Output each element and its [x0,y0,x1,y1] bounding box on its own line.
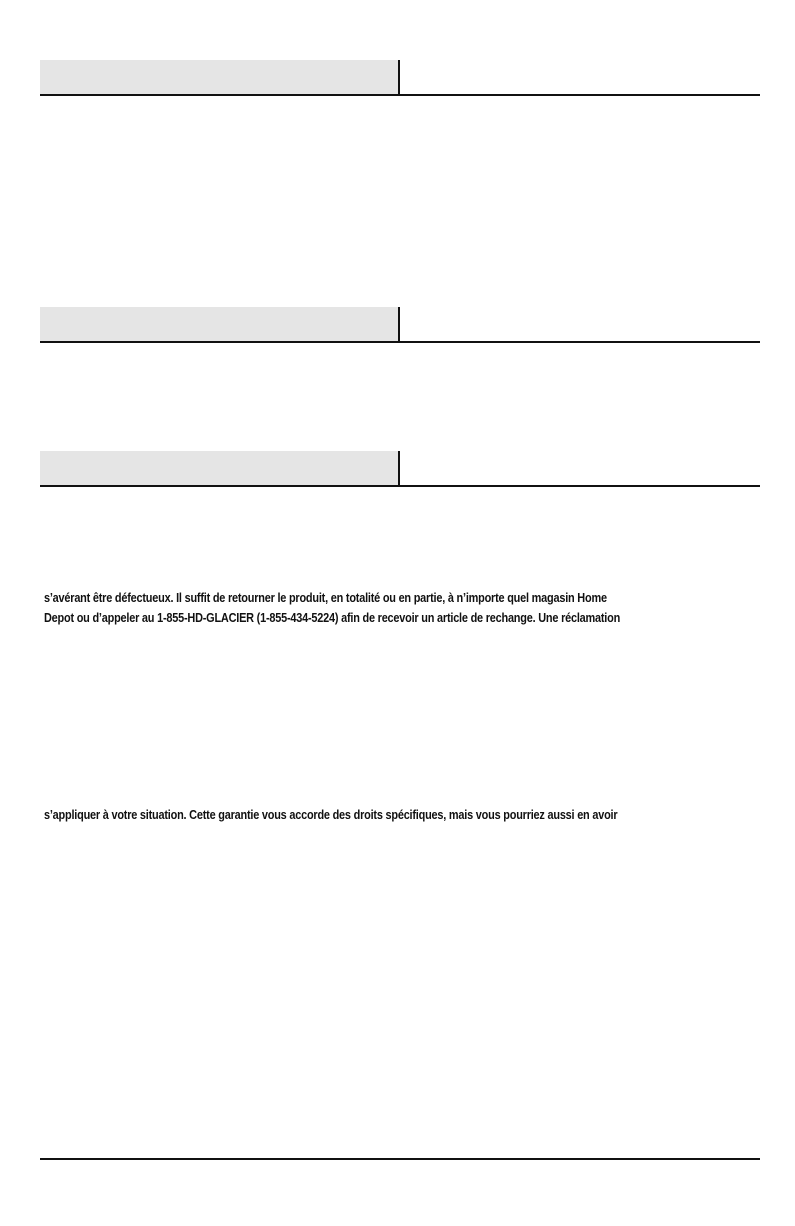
section-header-tab [40,307,398,341]
section-header-rule [40,485,760,487]
section-header-3 [40,451,760,485]
section-header-tab [40,451,398,485]
section-header-1 [40,60,760,94]
section-header-rule [40,341,760,343]
warranty-text-line-1: s’avérant être défectueux. Il suffit de retourner le produit, en totalité ou en partie, à n’importe quel magasin Home [44,590,607,605]
section-header-divider [398,60,400,94]
footer-rule [40,1158,760,1160]
section-header-rule [40,94,760,96]
warranty-text-line-3: s’appliquer à votre situation. Cette garantie vous accorde des droits spécifiques, mais vous pourriez aussi en avoir [44,807,618,822]
section-header-tab [40,60,398,94]
section-header-divider [398,307,400,341]
section-header-divider [398,451,400,485]
warranty-text-line-2: Depot ou d’appeler au 1-855-HD-GLACIER (1-855-434-5224) afin de recevoir un article de rechange. Une réclamation [44,610,621,625]
section-header-2 [40,307,760,341]
